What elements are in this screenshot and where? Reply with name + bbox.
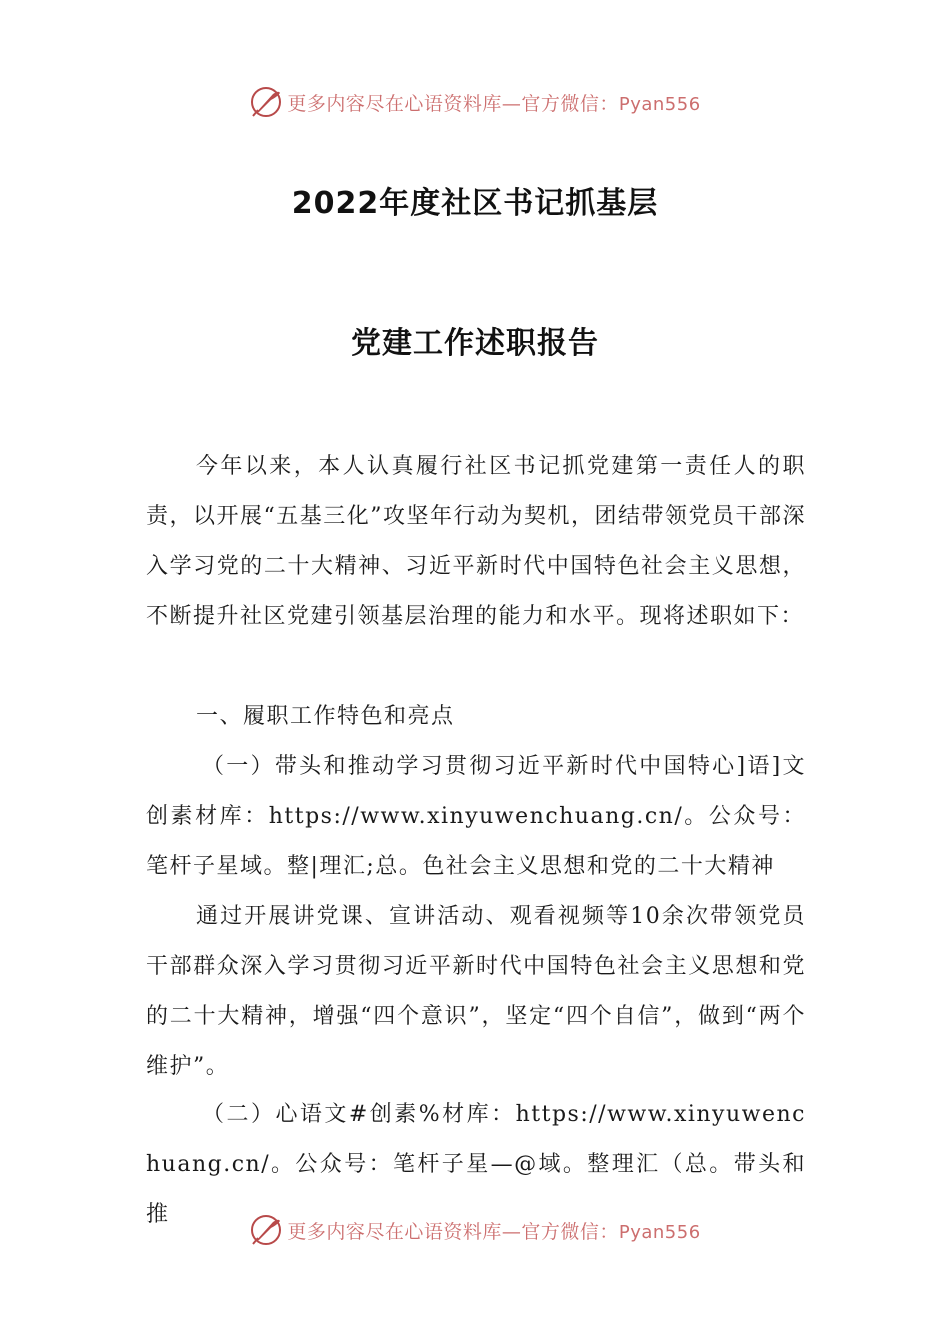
header-watermark	[0, 82, 950, 122]
footer-watermark	[0, 1210, 950, 1250]
watermark-text: 更多内容尽在心语资料库—官方微信：Pyan556	[287, 1220, 701, 1243]
subsection-heading-1: （一）带头和推动学习贯彻习近平新时代中国特心]语]文创素材库：https://www.xinyuwenchuang.cn/。公众号：笔杆子星域。整|理汇;总。色社会主义思想和党的二十大精神	[146, 754, 806, 879]
subsection-heading-2: （二）心语文#创素%材库：https://www.xinyuwenchuang.cn/。公众号：笔杆子星—@域。整理汇（总。带头和推	[146, 1102, 806, 1227]
document-title-line-1: 2022年度社区书记抓基层	[291, 186, 659, 221]
paragraph-intro: 今年以来，本人认真履行社区书记抓党建第一责任人的职责，以开展“五基三化”攻坚年行动为契机，团结带领党员干部深入学习党的二十大精神、习近平新时代中国特色社会主义思想，不断提升社区党建引领基层治理的能力和水平。现将述职如下：	[146, 454, 806, 629]
document-title-line-2: 党建工作述职报告	[351, 326, 599, 361]
watermark-text: 更多内容尽在心语资料库—官方微信：Pyan556	[287, 92, 701, 115]
quill-pen-logo-icon	[249, 85, 283, 119]
section-heading-1: 一、履职工作特色和亮点	[196, 704, 455, 729]
quill-pen-logo-icon	[249, 1213, 283, 1247]
paragraph-study: 通过开展讲党课、宣讲活动、观看视频等10余次带领党员干部群众深入学习贯彻习近平新时代中国特色社会主义思想和党的二十大精神，增强“四个意识”，坚定“四个自信”，做到“两个维护”。	[146, 904, 806, 1079]
